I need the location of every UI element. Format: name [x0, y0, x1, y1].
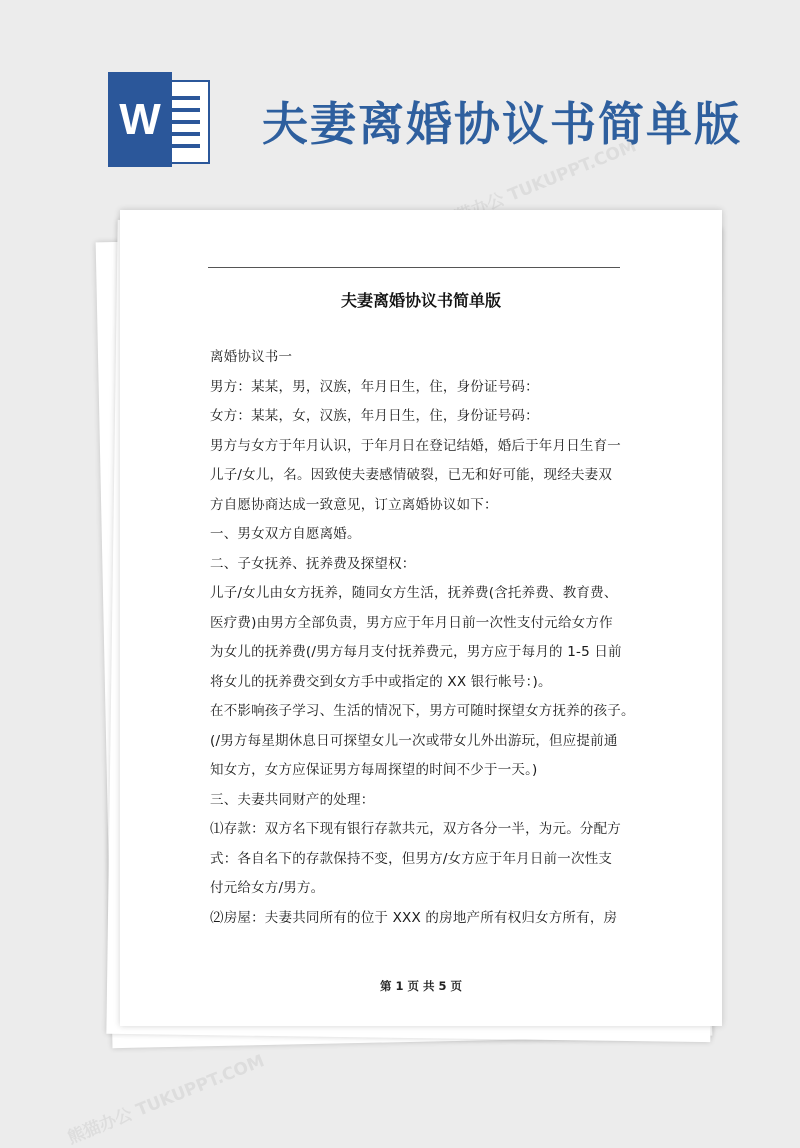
- doc-line: 医疗费)由男方全部负责，男方应于年月日前一次性支付元给女方作: [210, 614, 613, 631]
- doc-line: 男方：某某，男，汉族，年月日生，住，身份证号码：: [210, 378, 539, 395]
- doc-line: (/男方每星期休息日可探望女儿一次或带女儿外出游玩，但应提前通: [210, 732, 618, 749]
- doc-line: 方自愿协商达成一致意见，订立离婚协议如下：: [210, 496, 498, 513]
- banner-title: 夫妻离婚协议书简单版: [262, 97, 742, 151]
- doc-line: 男方与女方于年月认识，于年月日在登记结婚，婚后于年月日生育一: [210, 437, 621, 454]
- watermark: 熊猫办公 TUKUPPT.COM: [436, 136, 640, 234]
- document-page: [120, 210, 722, 1026]
- banner: [0, 0, 800, 200]
- page-footer: 第 1 页 共 5 页: [379, 979, 463, 993]
- word-logo-letter: W: [108, 72, 172, 167]
- watermark: 熊猫办公 TUKUPPT.COM: [64, 1051, 268, 1148]
- doc-line: 二、子女抚养、抚养费及探望权：: [210, 555, 416, 572]
- doc-line: 三、夫妻共同财产的处理：: [210, 791, 375, 808]
- doc-line: 将女儿的抚养费交到女方手中或指定的 XX 银行帐号：)。: [210, 673, 552, 690]
- doc-line: 儿子/女儿，名。因致使夫妻感情破裂，已无和好可能，现经夫妻双: [210, 467, 613, 483]
- header-rule: [208, 267, 620, 268]
- doc-line: 儿子/女儿由女方抚养，随同女方生活，抚养费(含托养费、教育费、: [210, 585, 618, 601]
- document-body: [210, 343, 635, 933]
- doc-line: 女方：某某，女，汉族，年月日生，住，身份证号码：: [210, 408, 539, 424]
- doc-line: 付元给女方/男方。: [210, 880, 325, 896]
- doc-line: 在不影响孩子学习、生活的情况下，男方可随时探望女方抚养的孩子。: [210, 703, 635, 719]
- doc-line: ⑴存款：双方名下现有银行存款共元，双方各分一半，为元。分配方: [210, 821, 621, 837]
- doc-line: 离婚协议书一: [210, 349, 293, 365]
- word-doc-icon: [108, 72, 213, 167]
- doc-line: 为女儿的抚养费(/男方每月支付抚养费元，男方应于每月的 1-5 日前: [210, 644, 622, 660]
- doc-line: 一、男女双方自愿离婚。: [210, 526, 361, 542]
- document-title: 夫妻离婚协议书简单版: [340, 291, 501, 310]
- doc-line: ⑵房屋：夫妻共同所有的位于 XXX 的房地产所有权归女方所有，房: [210, 909, 618, 926]
- doc-line: 知女方，女方应保证男方每周探望的时间不少于一天。): [210, 762, 538, 778]
- doc-line: 式：各自名下的存款保持不变，但男方/女方应于年月日前一次性支: [210, 850, 613, 867]
